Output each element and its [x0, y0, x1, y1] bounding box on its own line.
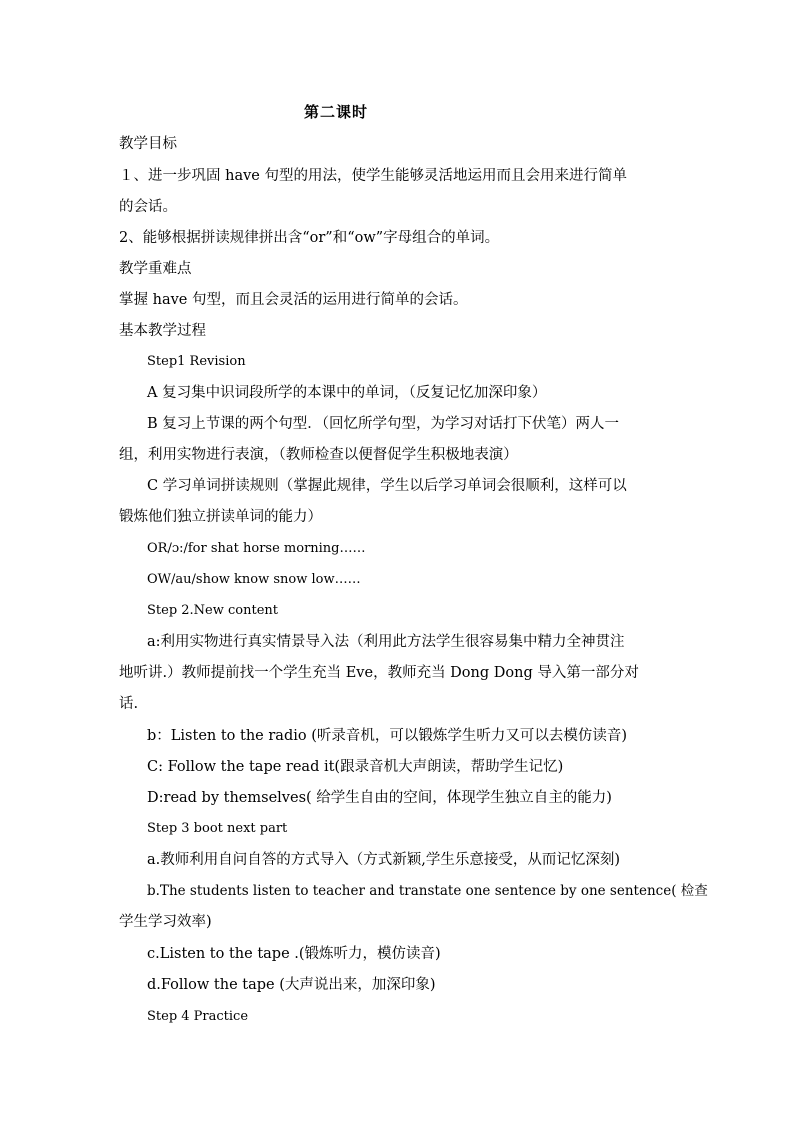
goal-item-2: 2、能够根据拼读规律拼出含“or”和“ow”字母组合的单词。: [119, 230, 500, 246]
step1-item-c: C 学习单词拼读规则（掌握此规律，学生以后学习单词会很顺利，这样可以: [147, 478, 627, 494]
step3-heading: Step 3 boot next part: [147, 821, 288, 836]
step1-item-c-continued: 锻炼他们独立拼读单词的能力）: [119, 509, 322, 525]
key-point-1: 掌握 have 句型，而且会灵活的运用进行简单的会话。: [119, 292, 468, 308]
step4-heading: Step 4 Practice: [147, 1009, 249, 1024]
heading-teaching-goals: 教学目标: [119, 136, 177, 152]
goal-item-1-continued: 的会话。: [119, 199, 177, 215]
step1-item-b: B 复习上节课的两个句型．（回忆所学句型，为学习对话打下伏笔）两人一: [147, 416, 620, 432]
heading-teaching-process: 基本教学过程: [119, 323, 206, 339]
step3-item-b: b.The students listen to teacher and transtate one sentence by one sentence( 检查: [147, 883, 708, 899]
step2-item-a: a:利用实物进行真实情景导入法（利用此方法学生很容易集中精力全神贯注: [147, 634, 625, 650]
lesson-title: 第二课时: [304, 103, 369, 121]
step3-item-b-continued: 学生学习效率): [119, 914, 212, 930]
step3-item-a: a.教师利用自问自答的方式导入（方式新颖,学生乐意接受，从而记忆深刻): [147, 852, 621, 868]
step2-item-b: b：Listen to the radio (听录音机，可以锻炼学生听力又可以去模仿读音): [147, 728, 628, 744]
step2-heading: Step 2.New content: [147, 603, 279, 618]
step2-item-a-continued: 地听讲.）教师提前找一个学生充当 Eve，教师充当 Dong Dong 导入第一部分对: [119, 665, 639, 681]
ow-example-words: OW/au/show know snow low……: [147, 572, 361, 587]
or-example-words: OR/ɔ:/for shat horse morning……: [147, 541, 366, 556]
step2-item-a-continued-2: 话.: [119, 696, 139, 712]
goal-item-1: １、进一步巩固 have 句型的用法，使学生能够灵活地运用而且会用来进行简单: [119, 168, 627, 184]
step2-item-c: C: Follow the tape read it(跟录音机大声朗读，帮助学生记忆): [147, 759, 564, 775]
heading-key-points: 教学重难点: [119, 261, 192, 277]
step3-item-c: c.Listen to the tape .(锻炼听力，模仿读音): [147, 946, 441, 962]
step2-item-d: D:read by themselves( 给学生自由的空间，体现学生独立自主的能力): [147, 790, 612, 806]
step3-item-d: d.Follow the tape (大声说出来，加深印象): [147, 977, 436, 993]
step1-heading: Step1 Revision: [147, 354, 246, 369]
step1-item-b-continued: 组，利用实物进行表演，（教师检查以便督促学生积极地表演）: [119, 447, 518, 463]
step1-item-a: A 复习集中识词段所学的本课中的单词，（反复记忆加深印象）: [147, 385, 547, 401]
